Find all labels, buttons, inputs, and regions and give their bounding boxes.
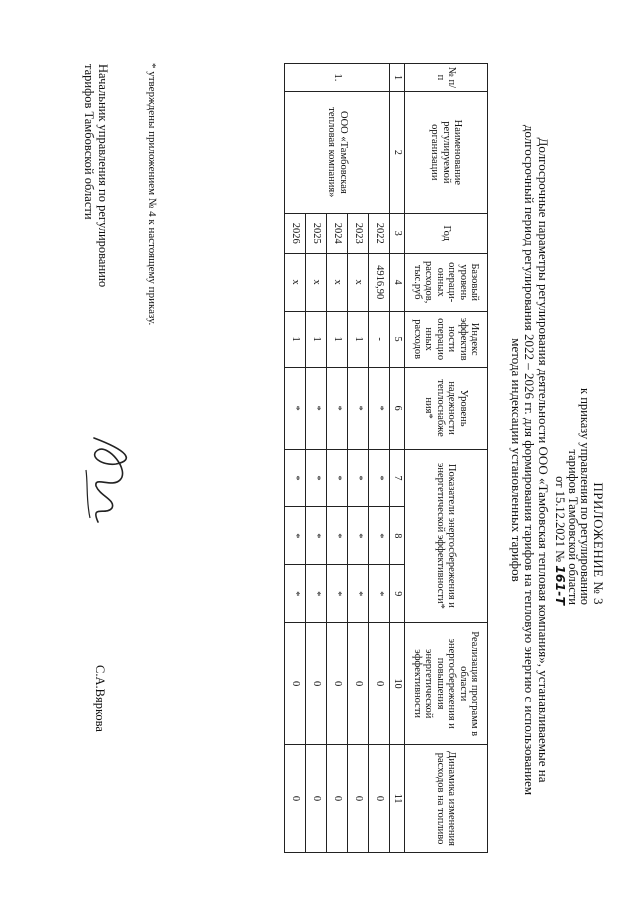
cell-year: 2022 <box>369 213 390 253</box>
cell-energy-3: * <box>327 565 348 623</box>
cell-year: 2026 <box>285 213 306 253</box>
cell-energy-1: * <box>348 449 369 507</box>
heading-line-1: Долгосрочные параметры регулирования деятельности ООО «Тамбовская тепловая компания», устанавливаемые на <box>536 137 551 783</box>
cell-energy-3: * <box>348 565 369 623</box>
cell-reliability: * <box>285 367 306 449</box>
organization-name: ООО «Тамбовская тепловая компания» <box>285 91 390 213</box>
col-header-base: Базовый уровень операци-онных расходов, тыс.руб <box>405 253 488 311</box>
cell-energy-3: * <box>369 565 390 623</box>
heading-line-2: долгосрочный период регулирования 2022 – 2026 гг. для формирования тарифов на тепловую энергию с использованием <box>522 124 538 796</box>
column-number: 4 <box>390 253 405 311</box>
appendix-title: ПРИЛОЖЕНИЕ № 3 <box>591 482 606 605</box>
signer-name: С.А.Вяркова <box>93 665 107 732</box>
cell-index: 1 <box>348 311 369 367</box>
chief-line-1: Начальник управления по регулированию <box>96 64 110 288</box>
cell-reliability: * <box>306 367 327 449</box>
column-number: 6 <box>390 367 405 449</box>
column-number: 9 <box>390 565 405 623</box>
cell-dynamics: 0 <box>285 745 306 853</box>
column-number: 11 <box>390 745 405 853</box>
column-number: 3 <box>390 213 405 253</box>
cell-dynamics: 0 <box>369 745 390 853</box>
appendix-line-1: к приказу управления по регулированию <box>578 388 593 605</box>
footnote: * утверждены приложением № 4 к настоящему приказу. <box>146 63 158 326</box>
cell-reliability: * <box>369 367 390 449</box>
column-number: 1 <box>390 64 405 92</box>
document-heading <box>510 110 551 810</box>
cell-base: х <box>306 253 327 311</box>
cell-base: х <box>285 253 306 311</box>
order-date: от 15.12.2021 № <box>553 476 568 563</box>
chief-line-2: тарифов Тамбовской области <box>82 64 96 220</box>
cell-energy-3: * <box>285 565 306 623</box>
cell-base: х <box>348 253 369 311</box>
cell-energy-2: * <box>369 507 390 565</box>
cell-energy-2: * <box>285 507 306 565</box>
cell-energy-2: * <box>327 507 348 565</box>
column-number: 5 <box>390 311 405 367</box>
cell-energy-1: * <box>285 449 306 507</box>
cell-year: 2024 <box>327 213 348 253</box>
cell-energy-3: * <box>306 565 327 623</box>
cell-index: 1 <box>285 311 306 367</box>
cell-programs: 0 <box>285 623 306 745</box>
column-number: 10 <box>390 623 405 745</box>
cell-dynamics: 0 <box>327 745 348 853</box>
cell-reliability: * <box>327 367 348 449</box>
header-row <box>405 64 488 853</box>
cell-energy-1: * <box>327 449 348 507</box>
cell-base: х <box>327 253 348 311</box>
cell-programs: 0 <box>306 623 327 745</box>
cell-energy-2: * <box>348 507 369 565</box>
cell-energy-2: * <box>306 507 327 565</box>
appendix-line-3 <box>554 285 567 605</box>
col-header-index: Индекс эффектив ности операцио нных расходов <box>405 311 488 367</box>
cell-energy-1: * <box>369 449 390 507</box>
cell-programs: 0 <box>327 623 348 745</box>
column-number: 8 <box>390 507 405 565</box>
heading-line-3: метода индексации установленных тарифов <box>509 338 524 582</box>
col-header-programs: Реализация программ в области энергосбережения и повышения энергетической эффективности <box>405 623 488 745</box>
col-header-num: № п/п <box>405 64 488 92</box>
cell-energy-1: * <box>306 449 327 507</box>
cell-index: 1 <box>306 311 327 367</box>
cell-programs: 0 <box>369 623 390 745</box>
appendix-block <box>554 285 604 605</box>
handwritten-signature <box>76 430 146 530</box>
column-number: 7 <box>390 449 405 507</box>
cell-dynamics: 0 <box>306 745 327 853</box>
col-header-org: Наименование регулируемой организации <box>405 91 488 213</box>
order-number: 161-Т <box>553 565 569 605</box>
cell-dynamics: 0 <box>348 745 369 853</box>
cell-reliability: * <box>348 367 369 449</box>
col-header-dynamics: Динамика изменения расходов на топливо <box>405 745 488 853</box>
cell-index: 1 <box>327 311 348 367</box>
col-header-reliability: Уровень надежности теплоснабже ния* <box>405 367 488 449</box>
col-header-energy: Показатели энергосбережения и энергетической эффективности* <box>405 449 488 623</box>
parameters-table <box>285 63 489 853</box>
column-number: 2 <box>390 91 405 213</box>
cell-programs: 0 <box>348 623 369 745</box>
row-number: 1. <box>285 64 390 92</box>
appendix-line-2: тарифов Тамбовской области <box>566 449 580 605</box>
col-header-year: Год <box>405 213 488 253</box>
column-number-row <box>390 64 405 853</box>
chief-title <box>82 64 110 287</box>
cell-year: 2023 <box>348 213 369 253</box>
cell-year: 2025 <box>306 213 327 253</box>
cell-index: - <box>369 311 390 367</box>
table-row <box>369 64 390 853</box>
cell-base: 4916,90 <box>369 253 390 311</box>
